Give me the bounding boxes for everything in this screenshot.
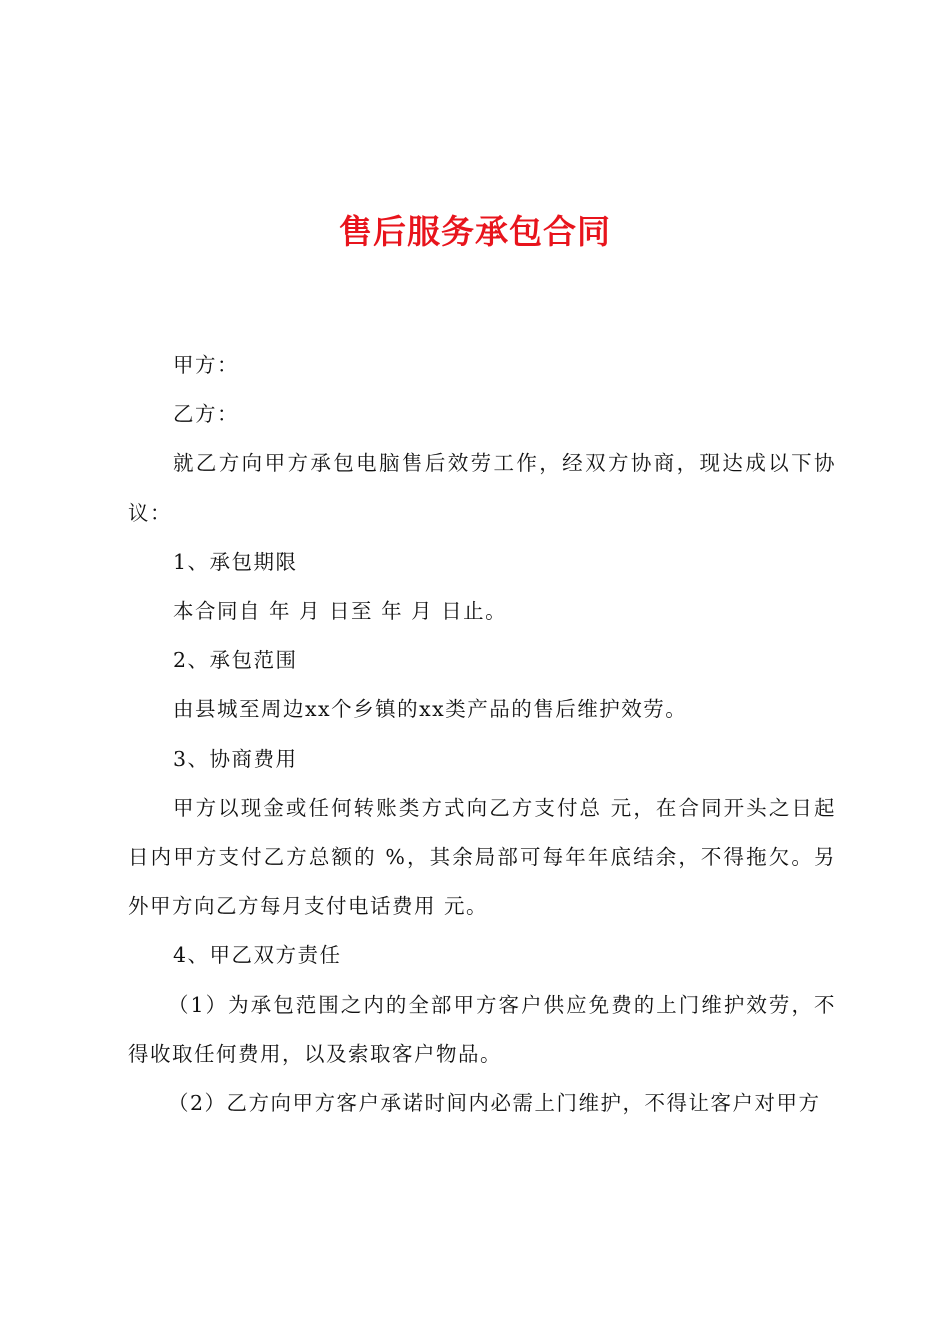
party-b-line: 乙方： xyxy=(173,402,239,427)
section-heading-term: 1、承包期限 xyxy=(173,549,298,574)
document-title: 售后服务承包合同 xyxy=(339,212,611,251)
section-heading-responsibilities: 4、甲乙双方责任 xyxy=(173,943,342,968)
document-body xyxy=(128,341,836,1128)
party-a-line: 甲方： xyxy=(173,353,239,377)
scope-paragraph: 由县城至周边xx个乡镇的xx类产品的售后维护效劳。 xyxy=(173,697,688,722)
fees-paragraph: 甲方以现金或任何转账类方式向乙方支付总 元，在合同开头之日起 日内甲方支付乙方总额的 %，其余局部可每年年底结余，不得拖欠。另外甲方向乙方每月支付电话费用 元。 xyxy=(128,795,836,919)
intro-paragraph: 就乙方向甲方承包电脑售后效劳工作，经双方协商，现达成以下协议： xyxy=(128,451,836,525)
section-heading-fees: 3、协商费用 xyxy=(173,746,298,771)
responsibility-item-1: （1）为承包范围之内的全部甲方客户供应免费的上门维护效劳，不得收取任何费用，以及索取客户物品。 xyxy=(128,992,836,1066)
responsibility-item-2: （2）乙方向甲方客户承诺时间内必需上门维护，不得让客户对甲方 xyxy=(168,1091,821,1116)
section-heading-scope: 2、承包范围 xyxy=(173,648,298,673)
term-paragraph: 本合同自 年 月 日至 年 月 日止。 xyxy=(173,599,508,624)
